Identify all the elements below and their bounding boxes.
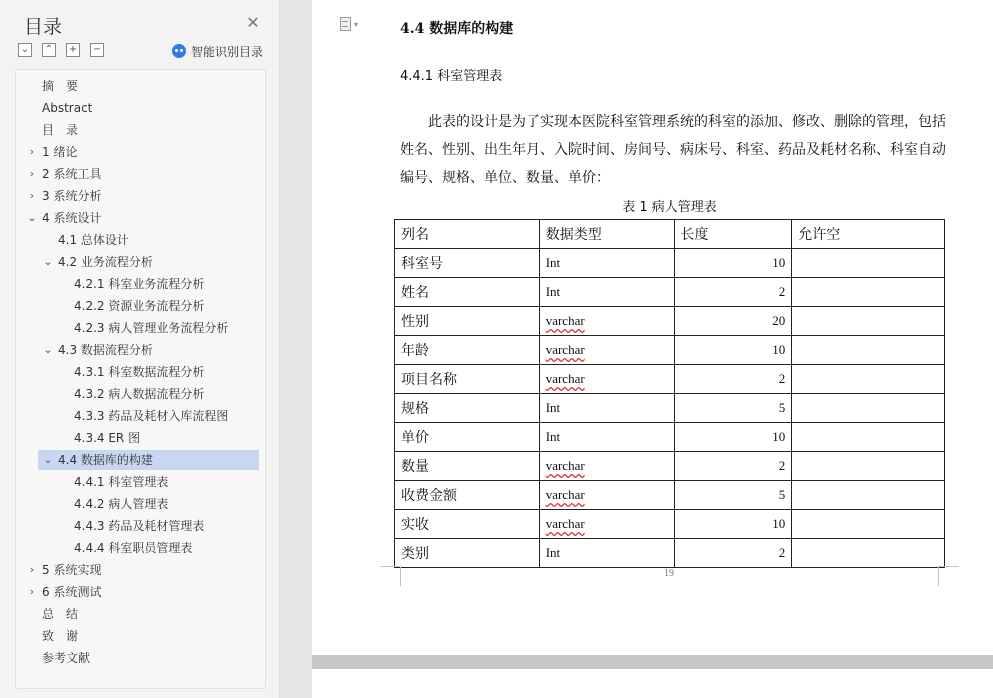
section-heading: 4.4 数据库的构建 [400,21,514,37]
table-cell-name: 性别 [395,307,540,336]
table-cell-name: 项目名称 [395,365,540,394]
ai-assistant-icon [172,44,186,58]
table-row [395,249,945,278]
table-cell-length: 2 [674,365,792,394]
toc-item-label: 4.3 数据流程分析 [58,343,153,357]
table-cell-length: 5 [674,394,792,423]
crop-mark [939,566,959,567]
toc-item[interactable] [16,516,265,536]
table-cell-nullable [792,249,945,278]
toc-item-label: 4.4.3 药品及耗材管理表 [74,519,205,533]
toc-item-label: 4.4.2 病人管理表 [74,497,169,511]
table-cell-length: 2 [674,539,792,568]
table-header-row [395,220,945,249]
table-cell-type: varchar [539,452,674,481]
table-cell-type: Int [539,394,674,423]
table-row [395,365,945,394]
chevron-down-icon[interactable]: ⌄ [43,343,53,356]
smart-toc-button[interactable] [172,42,263,60]
table-cell-nullable [792,481,945,510]
toc-item[interactable] [16,428,265,448]
chevron-right-icon[interactable]: › [29,167,35,180]
toc-item[interactable] [16,230,265,250]
table-cell-nullable [792,452,945,481]
page-gap [312,655,993,669]
document-page [312,0,993,655]
toc-item[interactable] [16,252,265,272]
toc-item[interactable] [16,296,265,316]
add-level-icon[interactable]: + [66,43,80,57]
table-row [395,539,945,568]
body-paragraph: 此表的设计是为了实现本医院科室管理系统的科室的添加、修改、删除的管理，包括姓名、性别、出生年月、入院时间、房间号、病床号、科室、药品及耗材名称、科室自动编号、规格、单位、数量、单价： [400,114,946,186]
chevron-right-icon[interactable]: › [29,145,35,158]
page-number: 19 [664,568,674,579]
toc-item-label: 4.4.4 科室职员管理表 [74,541,193,555]
toc-item-label: 4.2.2 资源业务流程分析 [74,299,205,313]
chevron-right-icon[interactable]: › [29,189,35,202]
toc-item[interactable] [16,494,265,514]
toc-item-label: Abstract [42,101,93,115]
smart-toc-label: 智能识别目录 [191,44,264,59]
table-cell-type: Int [539,249,674,278]
chevron-down-icon[interactable]: ⌄ [27,211,37,224]
toc-item-label: 3 系统分析 [42,189,102,203]
toc-item[interactable] [16,76,265,96]
table-cell-length: 10 [674,336,792,365]
toc-title: 目录 [24,16,63,38]
toc-item-label: 1 绪论 [42,145,78,159]
toc-item[interactable] [16,120,265,140]
table-row [395,423,945,452]
toc-item-label: 4.2 业务流程分析 [58,255,153,269]
table-cell-nullable [792,423,945,452]
column-header: 列名 [395,220,540,249]
toc-item-label: 4.2.1 科室业务流程分析 [74,277,205,291]
column-header: 允许空 [792,220,945,249]
chevron-right-icon[interactable]: › [29,585,35,598]
toc-item[interactable] [16,340,265,360]
toc-item[interactable] [16,208,265,228]
toc-item-label: 4.2.3 病人管理业务流程分析 [74,321,229,335]
toc-item[interactable] [16,142,265,162]
toc-item[interactable] [16,472,265,492]
table-cell-nullable [792,539,945,568]
document-area [281,0,993,698]
table-cell-name: 年龄 [395,336,540,365]
toc-item-label: 2 系统工具 [42,167,102,181]
table-row [395,278,945,307]
table-cell-type: Int [539,539,674,568]
toc-item-label: 5 系统实现 [42,563,102,577]
toc-item[interactable] [16,186,265,206]
table-cell-length: 10 [674,510,792,539]
toc-item[interactable] [16,98,265,118]
table-cell-type: varchar [539,365,674,394]
table-cell-name: 规格 [395,394,540,423]
toc-item[interactable] [16,362,265,382]
table-cell-name: 数量 [395,452,540,481]
table-cell-nullable [792,365,945,394]
table-cell-length: 10 [674,249,792,278]
table-cell-length: 5 [674,481,792,510]
next-page [312,669,993,698]
toc-item[interactable] [16,384,265,404]
table-cell-type: Int [539,423,674,452]
toc-item[interactable] [16,318,265,338]
toc-item[interactable] [16,648,265,668]
collapse-up-icon[interactable]: ⌃ [42,43,56,57]
table-row [395,336,945,365]
toc-item[interactable] [16,582,265,602]
toc-item-label: 4.3.3 药品及耗材入库流程图 [74,409,229,423]
toc-item[interactable] [16,406,265,426]
table-caption: 表 1 病人管理表 [622,200,717,215]
toc-panel [0,0,280,698]
table-cell-type: varchar [539,307,674,336]
document-icon[interactable]: ▾ [340,17,358,33]
table-row [395,452,945,481]
toc-item-label: 4.4.1 科室管理表 [74,475,169,489]
toc-item[interactable] [16,604,265,624]
table-cell-type: Int [539,278,674,307]
crop-mark [380,566,400,567]
toc-item-label: 致 谢 [42,629,79,643]
table-cell-nullable [792,307,945,336]
chevron-right-icon[interactable]: › [29,563,35,576]
sub-heading: 4.4.1 科室管理表 [400,69,503,84]
table-row [395,510,945,539]
expand-all-icon[interactable]: ⌄ [18,43,32,57]
table-cell-nullable [792,336,945,365]
table-cell-nullable [792,510,945,539]
table-cell-name: 实收 [395,510,540,539]
table-cell-length: 20 [674,307,792,336]
toc-item-label: 总 结 [42,607,79,621]
table-row [395,481,945,510]
table-cell-nullable [792,394,945,423]
toc-item-label: 6 系统测试 [42,585,102,599]
table-cell-type: varchar [539,510,674,539]
toc-item[interactable] [16,538,265,558]
remove-level-icon[interactable]: − [90,43,104,57]
table-cell-nullable [792,278,945,307]
table-cell-name: 单价 [395,423,540,452]
table-row [395,394,945,423]
toc-item-label: 4 系统设计 [42,211,102,225]
table-cell-name: 科室号 [395,249,540,278]
toc-item-label: 4.3.1 科室数据流程分析 [74,365,205,379]
toc-item[interactable] [38,450,259,470]
table-cell-length: 2 [674,452,792,481]
table-cell-name: 类别 [395,539,540,568]
toc-item-label: 4.3.4 ER 图 [74,431,141,445]
toc-list [15,69,266,689]
toc-item[interactable] [16,626,265,646]
toc-item-label: 参考文献 [42,651,91,665]
toc-item-label: 目 录 [42,123,79,137]
chevron-down-icon[interactable]: ⌄ [43,453,53,466]
toc-item-label: 4.4 数据库的构建 [58,453,153,467]
column-header: 长度 [674,220,792,249]
column-header: 数据类型 [539,220,674,249]
toc-item-label: 4.1 总体设计 [58,233,129,247]
close-icon[interactable]: ✕ [246,13,260,32]
toc-item-label: 4.3.2 病人数据流程分析 [74,387,205,401]
chevron-down-icon[interactable]: ⌄ [43,255,53,268]
table-cell-length: 2 [674,278,792,307]
table-cell-name: 收费金额 [395,481,540,510]
table-cell-type: varchar [539,481,674,510]
table-cell-type: varchar [539,336,674,365]
toc-item[interactable] [16,560,265,580]
toc-item[interactable] [16,164,265,184]
table-cell-length: 10 [674,423,792,452]
table-row [395,307,945,336]
crop-mark [938,566,939,586]
toc-item-label: 摘 要 [42,79,79,93]
data-table [394,219,945,568]
table-cell-name: 姓名 [395,278,540,307]
toc-item[interactable] [16,274,265,294]
